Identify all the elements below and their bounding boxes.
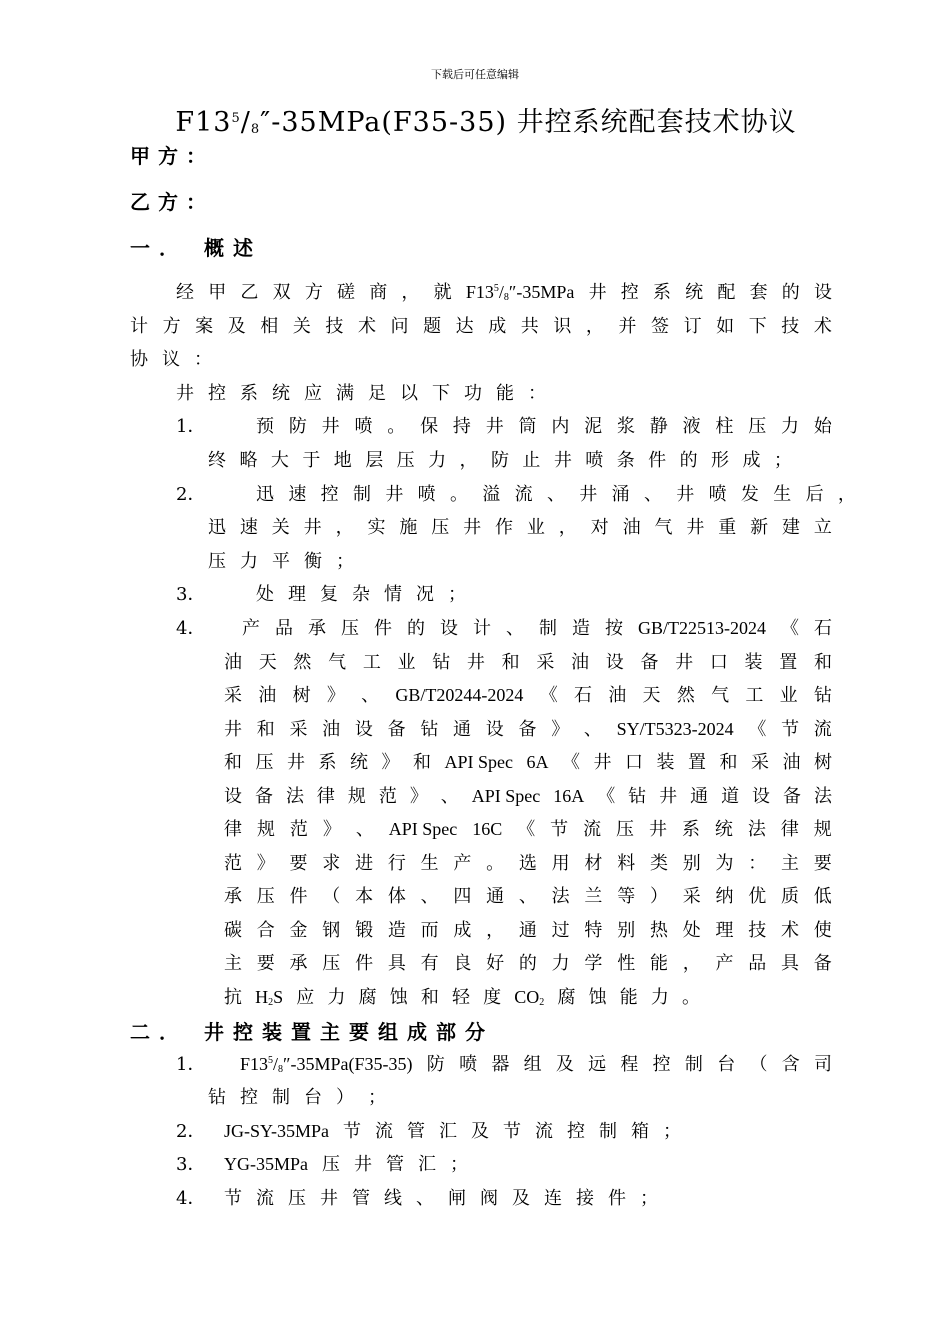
function-item-4-line-4: 井 和 采 油 设 备 钻 通 设 备 》 、 SY/T5323-2024 《 节 流 [224, 719, 832, 740]
function-item-4-line-5: 和 压 井 系 统 》 和 API Spec 6A 《 井 口 装 置 和 采 油 树 [224, 752, 832, 773]
function-item-2-line-2: 迅 速 关 井 ， 实 施 压 井 作 业 ， 对 油 气 井 重 新 建 立 [208, 517, 832, 538]
component-item-3-line-1: YG-35MPa 压 井 管 汇 ； [224, 1154, 468, 1175]
document-title: $F13^5/_8''-35MPa(F35-35)$ 井控系统配套技术协议 [175, 107, 797, 138]
intro-line-2: 计 方 案 及 相 关 技 术 问 题 达 成 共 识 ， 并 签 订 如 下 技 术 [130, 316, 832, 337]
function-item-4-number: 4． [176, 618, 206, 639]
function-item-4-line-1: 产 品 承 压 件 的 设 计 、 制 造 按 GB/T22513-2024 《 石 [242, 618, 832, 639]
function-item-4-line-2: 油 天 然 气 工 业 钻 井 和 采 油 设 备 井 口 装 置 和 [224, 652, 832, 673]
component-item-1-number: 1． [176, 1054, 206, 1075]
function-item-4-line-12: 抗 $H_2S$ 应 力 腐 蚀 和 轻 度 $CO_2$ 腐 蚀 能 力 。 [224, 987, 700, 1008]
function-item-4-line-10: 碳 合 金 钢 锻 造 而 成 ， 通 过 特 别 热 处 理 技 术 使 [224, 920, 832, 941]
function-item-4-line-8: 范 》 要 求 进 行 生 产 。 选 用 材 料 类 别 为 ： 主 要 [224, 853, 832, 874]
function-item-2-line-3: 压 力 平 衡 ； [208, 551, 354, 572]
component-item-2-number: 2． [176, 1121, 206, 1142]
function-item-4-line-7: 律 规 范 》 、 API Spec 16C 《 节 流 压 井 系 统 法 律 规 [224, 819, 832, 840]
component-item-1-line-1: $F13^5/_8''-35MPa(F35-35)$ 防 喷 器 组 及 远 程 控 制 台 （ 含 司 [240, 1054, 832, 1075]
function-item-4-line-9: 承 压 件 （ 本 体 、 四 通 、 法 兰 等 ） 采 纳 优 质 低 [224, 886, 832, 907]
function-item-3-number: 3． [176, 584, 206, 605]
component-item-3-number: 3． [176, 1154, 206, 1175]
functions-lead: 井 控 系 统 应 满 足 以 下 功 能 ： [176, 383, 546, 404]
function-item-4-line-11: 主 要 承 压 件 具 有 良 好 的 力 学 性 能 ， 产 品 具 备 [224, 953, 832, 974]
function-item-1-number: 1． [176, 416, 206, 437]
function-item-2-line-1: 迅 速 控 制 井 喷 。 溢 流 、 井 涌 、 井 喷 发 生 后 ， [256, 484, 856, 505]
function-item-1-line-1: 预 防 井 喷 。 保 持 井 筒 内 泥 浆 静 液 柱 压 力 始 [256, 416, 832, 437]
component-item-4-line-1: 节 流 压 井 管 线 、 闸 阀 及 连 接 件 ； [224, 1188, 658, 1209]
function-item-3-line-1: 处 理 复 杂 情 况 ； [256, 584, 466, 605]
intro-line-1: 经 甲 乙 双 方 磋 商 ， 就 $F13^5/_8''-35MPa$ 井 控 系 统 配 套 的 设 [176, 282, 832, 303]
section-2-heading: 二． 井控装置主要组成部分 [130, 1020, 494, 1044]
component-item-4-number: 4． [176, 1188, 206, 1209]
component-item-2-line-1: JG-SY-35MPa 节 流 管 汇 及 节 流 控 制 箱 ； [224, 1121, 682, 1142]
function-item-4-line-6: 设 备 法 律 规 范 》 、 API Spec 16A 《 钻 井 通 道 设 备 法 [224, 786, 832, 807]
intro-line-3: 协 议 ： [130, 349, 212, 370]
page-header-note: 下载后可任意编辑 [431, 68, 519, 81]
section-1-heading: 一． 概述 [130, 236, 262, 260]
party-b-label: 乙方： [130, 190, 214, 214]
function-item-1-line-2: 终 略 大 于 地 层 压 力 ， 防 止 井 喷 条 件 的 形 成 ； [208, 450, 792, 471]
component-item-1-line-2: 钻 控 制 台 ） ； [208, 1087, 386, 1108]
party-a-label: 甲方： [130, 144, 214, 168]
function-item-2-number: 2． [176, 484, 206, 505]
function-item-4-line-3: 采 油 树 》 、 GB/T20244-2024 《 石 油 天 然 气 工 业 钻 [224, 685, 832, 706]
